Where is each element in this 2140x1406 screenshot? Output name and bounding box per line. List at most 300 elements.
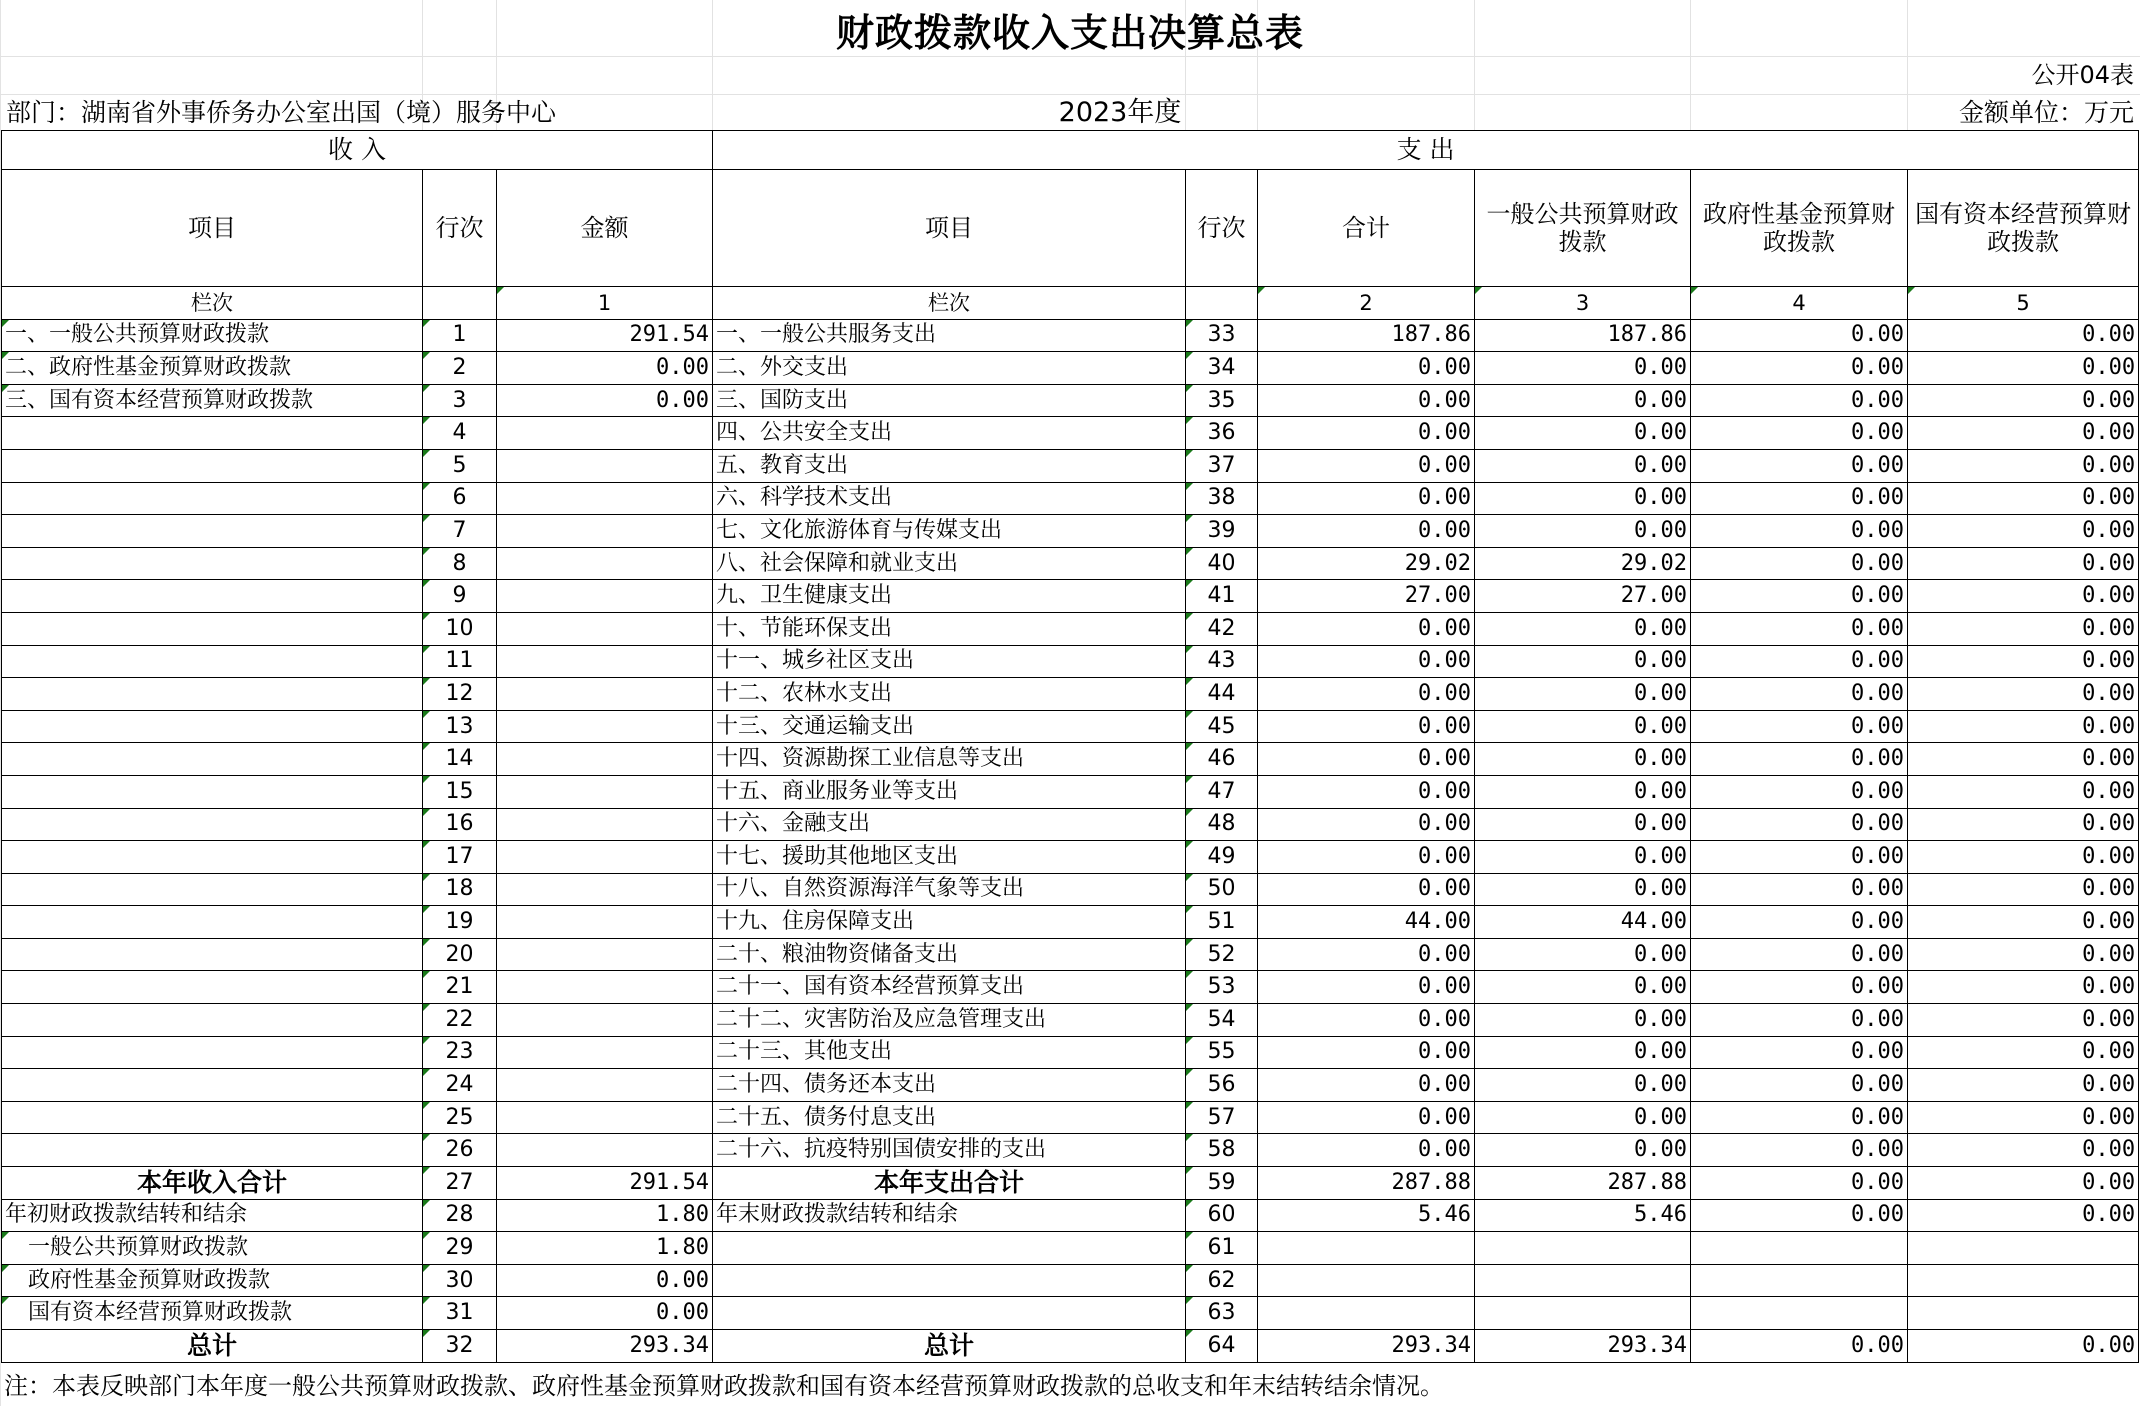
expense-item: 八、社会保障和就业支出	[713, 547, 1186, 580]
income-line: 13	[423, 710, 497, 743]
expense-total: 0.00	[1258, 352, 1475, 385]
table-row	[2, 319, 2139, 352]
grand-total-label: 总计	[2, 1330, 423, 1363]
expense-general: 0.00	[1475, 417, 1691, 450]
expense-fund: 0.00	[1691, 938, 1908, 971]
expense-item: 十五、商业服务业等支出	[713, 775, 1186, 808]
grand-expense-state: 0.00	[1908, 1330, 2139, 1363]
table-row	[2, 1167, 2139, 1200]
income-item	[2, 645, 423, 678]
expense-line: 41	[1186, 580, 1258, 613]
income-line: 25	[423, 1101, 497, 1134]
expense-state: 0.00	[1908, 384, 2139, 417]
expense-line: 33	[1186, 319, 1258, 352]
expense-general: 0.00	[1475, 1036, 1691, 1069]
expense-state: 0.00	[1908, 580, 2139, 613]
expense-fund: 0.00	[1691, 841, 1908, 874]
expense-state: 0.00	[1908, 1101, 2139, 1134]
amount-unit: 金额单位：万元	[1958, 98, 2134, 127]
income-item	[2, 1134, 423, 1167]
grand-expense-label: 总计	[713, 1330, 1186, 1363]
expense-total: 0.00	[1258, 1036, 1475, 1069]
income-line: 20	[423, 938, 497, 971]
expense-line: 52	[1186, 938, 1258, 971]
table-row	[2, 580, 2139, 613]
grand-expense-total: 293.34	[1258, 1330, 1475, 1363]
income-amount	[497, 645, 713, 678]
empty-cell	[713, 1297, 1186, 1330]
expense-line: 38	[1186, 482, 1258, 515]
expense-state: 0.00	[1908, 906, 2139, 939]
begin-balance-label: 年初财政拨款结转和结余	[2, 1199, 423, 1232]
expense-state: 0.00	[1908, 482, 2139, 515]
table-row	[2, 384, 2139, 417]
expense-general: 187.86	[1475, 319, 1691, 352]
expense-item: 二十、粮油物资储备支出	[713, 938, 1186, 971]
income-amount	[497, 417, 713, 450]
year-expense-fund: 0.00	[1691, 1167, 1908, 1200]
income-amount	[497, 612, 713, 645]
sub-state-label: 国有资本经营预算财政拨款	[2, 1297, 423, 1330]
expense-item: 一、一般公共服务支出	[713, 319, 1186, 352]
income-line: 19	[423, 906, 497, 939]
end-balance-general: 5.46	[1475, 1199, 1691, 1232]
expense-state: 0.00	[1908, 515, 2139, 548]
year-income-line: 27	[423, 1167, 497, 1200]
expense-total: 0.00	[1258, 612, 1475, 645]
expense-state: 0.00	[1908, 971, 2139, 1004]
income-amount	[497, 841, 713, 874]
expense-total: 0.00	[1258, 971, 1475, 1004]
header-total: 合计	[1258, 170, 1475, 287]
income-amount	[497, 449, 713, 482]
header-income-amount: 金额	[497, 170, 713, 287]
expense-line: 50	[1186, 873, 1258, 906]
expense-fund: 0.00	[1691, 612, 1908, 645]
income-amount	[497, 710, 713, 743]
income-amount	[497, 971, 713, 1004]
expense-state: 0.00	[1908, 808, 2139, 841]
expense-fund: 0.00	[1691, 743, 1908, 776]
income-amount: 0.00	[497, 352, 713, 385]
year-expense-total: 287.88	[1258, 1167, 1475, 1200]
expense-line: 56	[1186, 1069, 1258, 1102]
expense-fund: 0.00	[1691, 580, 1908, 613]
income-amount	[497, 808, 713, 841]
income-line: 14	[423, 743, 497, 776]
table-row	[2, 645, 2139, 678]
colnum-2: 2	[1258, 287, 1475, 320]
table-row	[2, 547, 2139, 580]
income-item	[2, 515, 423, 548]
sub-fund-amount: 0.00	[497, 1264, 713, 1297]
income-line: 2	[423, 352, 497, 385]
expense-total: 0.00	[1258, 775, 1475, 808]
income-line: 17	[423, 841, 497, 874]
expense-state: 0.00	[1908, 841, 2139, 874]
expense-total: 0.00	[1258, 841, 1475, 874]
empty-cell	[713, 1232, 1186, 1265]
expense-line: 35	[1186, 384, 1258, 417]
expense-item: 六、科学技术支出	[713, 482, 1186, 515]
expense-total: 0.00	[1258, 515, 1475, 548]
income-item: 一、一般公共预算财政拨款	[2, 319, 423, 352]
table-row	[2, 873, 2139, 906]
table-row	[2, 1199, 2139, 1232]
expense-fund: 0.00	[1691, 678, 1908, 711]
income-item	[2, 841, 423, 874]
table-row	[2, 1069, 2139, 1102]
empty-cell	[1691, 1264, 1908, 1297]
colnum-3: 3	[1475, 287, 1691, 320]
expense-fund: 0.00	[1691, 775, 1908, 808]
page-title: 财政拨款收入支出决算总表	[835, 11, 1304, 55]
expense-fund: 0.00	[1691, 417, 1908, 450]
grand-expense-fund: 0.00	[1691, 1330, 1908, 1363]
expense-line: 39	[1186, 515, 1258, 548]
expense-general: 0.00	[1475, 971, 1691, 1004]
fiscal-year: 2023年度	[1058, 97, 1182, 128]
income-item	[2, 580, 423, 613]
end-balance-line: 60	[1186, 1199, 1258, 1232]
colnum-exp-empty	[1186, 287, 1258, 320]
expense-total: 0.00	[1258, 482, 1475, 515]
income-item	[2, 775, 423, 808]
expense-line: 37	[1186, 449, 1258, 482]
income-amount: 291.54	[497, 319, 713, 352]
table-row	[2, 743, 2139, 776]
expense-general: 0.00	[1475, 1101, 1691, 1134]
expense-item: 二十四、债务还本支出	[713, 1069, 1186, 1102]
income-line: 16	[423, 808, 497, 841]
expense-general: 44.00	[1475, 906, 1691, 939]
empty-cell	[1908, 1264, 2139, 1297]
empty-cell	[713, 1264, 1186, 1297]
expense-fund: 0.00	[1691, 1134, 1908, 1167]
income-amount	[497, 873, 713, 906]
expense-fund: 0.00	[1691, 1069, 1908, 1102]
expense-general: 29.02	[1475, 547, 1691, 580]
table-row	[2, 1232, 2139, 1265]
income-line: 21	[423, 971, 497, 1004]
expense-line: 43	[1186, 645, 1258, 678]
expense-general: 0.00	[1475, 938, 1691, 971]
table-row	[2, 841, 2139, 874]
expense-line: 36	[1186, 417, 1258, 450]
expense-general: 0.00	[1475, 612, 1691, 645]
expense-state: 0.00	[1908, 449, 2139, 482]
income-line: 4	[423, 417, 497, 450]
income-amount	[497, 1004, 713, 1037]
end-balance-state: 0.00	[1908, 1199, 2139, 1232]
expense-item: 二十五、债务付息支出	[713, 1101, 1186, 1134]
header-expense-item: 项目	[713, 170, 1186, 287]
budget-table	[1, 130, 2139, 1363]
table-row	[2, 417, 2139, 450]
income-amount	[497, 775, 713, 808]
expense-line: 46	[1186, 743, 1258, 776]
income-item	[2, 612, 423, 645]
income-item	[2, 1101, 423, 1134]
expense-total: 0.00	[1258, 873, 1475, 906]
begin-balance-line: 28	[423, 1199, 497, 1232]
expense-line: 51	[1186, 906, 1258, 939]
empty-cell	[1475, 1232, 1691, 1265]
header-fund-budget: 政府性基金预算财政拨款	[1691, 170, 1908, 287]
expense-total: 0.00	[1258, 1004, 1475, 1037]
expense-state: 0.00	[1908, 612, 2139, 645]
expense-line: 49	[1186, 841, 1258, 874]
empty-cell	[1691, 1232, 1908, 1265]
expense-state: 0.00	[1908, 1134, 2139, 1167]
table-row	[2, 515, 2139, 548]
income-item	[2, 1069, 423, 1102]
header-income-line: 行次	[423, 170, 497, 287]
colnum-exp-label: 栏次	[713, 287, 1186, 320]
colnum-4: 4	[1691, 287, 1908, 320]
expense-item: 二十六、抗疫特别国债安排的支出	[713, 1134, 1186, 1167]
table-row	[2, 1101, 2139, 1134]
end-balance-fund: 0.00	[1691, 1199, 1908, 1232]
income-item	[2, 547, 423, 580]
income-line: 11	[423, 645, 497, 678]
expense-fund: 0.00	[1691, 1036, 1908, 1069]
expense-state: 0.00	[1908, 938, 2139, 971]
sub-general-line: 29	[423, 1232, 497, 1265]
expense-item: 十八、自然资源海洋气象等支出	[713, 873, 1186, 906]
expense-line: 42	[1186, 612, 1258, 645]
expense-total: 0.00	[1258, 808, 1475, 841]
grand-expense-line: 64	[1186, 1330, 1258, 1363]
table-row	[2, 808, 2139, 841]
sub-fund-exp-line: 62	[1186, 1264, 1258, 1297]
table-row	[2, 938, 2139, 971]
expense-state: 0.00	[1908, 645, 2139, 678]
year-expense-line: 59	[1186, 1167, 1258, 1200]
grand-total-line: 32	[423, 1330, 497, 1363]
expense-line: 55	[1186, 1036, 1258, 1069]
expense-general: 0.00	[1475, 743, 1691, 776]
expense-line: 45	[1186, 710, 1258, 743]
expense-item: 十七、援助其他地区支出	[713, 841, 1186, 874]
income-item	[2, 678, 423, 711]
income-item	[2, 449, 423, 482]
expense-general: 0.00	[1475, 1069, 1691, 1102]
expense-total: 187.86	[1258, 319, 1475, 352]
expense-general: 0.00	[1475, 841, 1691, 874]
footnote: 注：本表反映部门本年度一般公共预算财政拨款、政府性基金预算财政拨款和国有资本经营预算财政拨款的总收支和年末结转结余情况。	[4, 1372, 1444, 1400]
table-row	[2, 612, 2139, 645]
expense-general: 27.00	[1475, 580, 1691, 613]
table-row	[2, 482, 2139, 515]
income-item	[2, 482, 423, 515]
empty-cell	[1475, 1264, 1691, 1297]
table-number: 公开04表	[2031, 61, 2134, 89]
expense-state: 0.00	[1908, 417, 2139, 450]
sub-general-label: 一般公共预算财政拨款	[2, 1232, 423, 1265]
income-item	[2, 417, 423, 450]
table-row	[2, 1134, 2139, 1167]
income-line: 22	[423, 1004, 497, 1037]
expense-fund: 0.00	[1691, 971, 1908, 1004]
year-expense-label: 本年支出合计	[713, 1167, 1186, 1200]
empty-cell	[1908, 1297, 2139, 1330]
sub-general-amount: 1.80	[497, 1232, 713, 1265]
expense-general: 0.00	[1475, 515, 1691, 548]
expense-item: 十四、资源勘探工业信息等支出	[713, 743, 1186, 776]
colnum-empty	[423, 287, 497, 320]
end-balance-total: 5.46	[1258, 1199, 1475, 1232]
table-row	[2, 906, 2139, 939]
expense-total: 0.00	[1258, 743, 1475, 776]
income-item	[2, 971, 423, 1004]
expense-general: 0.00	[1475, 482, 1691, 515]
sub-state-line: 31	[423, 1297, 497, 1330]
expense-item: 九、卫生健康支出	[713, 580, 1186, 613]
income-item	[2, 906, 423, 939]
income-line: 24	[423, 1069, 497, 1102]
expense-item: 十、节能环保支出	[713, 612, 1186, 645]
expense-item: 四、公共安全支出	[713, 417, 1186, 450]
income-line: 6	[423, 482, 497, 515]
income-line: 10	[423, 612, 497, 645]
expense-line: 40	[1186, 547, 1258, 580]
expense-line: 54	[1186, 1004, 1258, 1037]
department-label: 部门：湖南省外事侨务办公室出国（境）服务中心	[6, 98, 557, 127]
table-row	[2, 1036, 2139, 1069]
expense-state: 0.00	[1908, 1004, 2139, 1037]
expense-fund: 0.00	[1691, 352, 1908, 385]
table-row	[2, 710, 2139, 743]
expense-total: 0.00	[1258, 1101, 1475, 1134]
income-amount: 0.00	[497, 384, 713, 417]
table-row	[2, 1330, 2139, 1363]
expense-item: 七、文化旅游体育与传媒支出	[713, 515, 1186, 548]
table-row	[2, 971, 2139, 1004]
expense-line: 44	[1186, 678, 1258, 711]
sub-fund-line: 30	[423, 1264, 497, 1297]
income-amount	[497, 482, 713, 515]
header-state-capital: 国有资本经营预算财政拨款	[1908, 170, 2139, 287]
expense-item: 二、外交支出	[713, 352, 1186, 385]
colnum-5: 5	[1908, 287, 2139, 320]
table-row	[2, 775, 2139, 808]
expense-state: 0.00	[1908, 710, 2139, 743]
expense-state: 0.00	[1908, 1036, 2139, 1069]
income-amount	[497, 906, 713, 939]
expense-state: 0.00	[1908, 547, 2139, 580]
expense-general: 0.00	[1475, 449, 1691, 482]
expense-state: 0.00	[1908, 775, 2139, 808]
expense-total: 29.02	[1258, 547, 1475, 580]
income-line: 12	[423, 678, 497, 711]
expense-total: 0.00	[1258, 384, 1475, 417]
expense-fund: 0.00	[1691, 1101, 1908, 1134]
income-line: 26	[423, 1134, 497, 1167]
colnum-label: 栏次	[2, 287, 423, 320]
empty-cell	[1475, 1297, 1691, 1330]
empty-cell	[1258, 1232, 1475, 1265]
income-amount	[497, 580, 713, 613]
expense-line: 47	[1186, 775, 1258, 808]
income-line: 5	[423, 449, 497, 482]
empty-cell	[1258, 1297, 1475, 1330]
expense-state: 0.00	[1908, 352, 2139, 385]
expense-general: 0.00	[1475, 352, 1691, 385]
expense-general: 0.00	[1475, 808, 1691, 841]
year-expense-state: 0.00	[1908, 1167, 2139, 1200]
expense-general: 0.00	[1475, 645, 1691, 678]
expense-fund: 0.00	[1691, 547, 1908, 580]
income-amount	[497, 1101, 713, 1134]
table-row	[2, 678, 2139, 711]
table-row	[2, 449, 2139, 482]
expense-total: 0.00	[1258, 449, 1475, 482]
expense-general: 0.00	[1475, 384, 1691, 417]
income-amount	[497, 1069, 713, 1102]
expense-fund: 0.00	[1691, 1004, 1908, 1037]
expense-fund: 0.00	[1691, 319, 1908, 352]
year-expense-general: 287.88	[1475, 1167, 1691, 1200]
expense-total: 0.00	[1258, 678, 1475, 711]
expense-general: 0.00	[1475, 873, 1691, 906]
expense-line: 57	[1186, 1101, 1258, 1134]
table-row	[2, 352, 2139, 385]
header-expense-line: 行次	[1186, 170, 1258, 287]
expense-fund: 0.00	[1691, 384, 1908, 417]
income-amount	[497, 678, 713, 711]
expense-line: 48	[1186, 808, 1258, 841]
table-row	[2, 1264, 2139, 1297]
income-line: 7	[423, 515, 497, 548]
expense-item: 十九、住房保障支出	[713, 906, 1186, 939]
expense-total: 0.00	[1258, 938, 1475, 971]
expense-fund: 0.00	[1691, 710, 1908, 743]
income-amount	[497, 938, 713, 971]
expense-line: 53	[1186, 971, 1258, 1004]
expense-fund: 0.00	[1691, 906, 1908, 939]
income-item	[2, 1004, 423, 1037]
income-amount	[497, 743, 713, 776]
expense-general: 0.00	[1475, 678, 1691, 711]
income-item: 二、政府性基金预算财政拨款	[2, 352, 423, 385]
expense-total: 0.00	[1258, 1134, 1475, 1167]
sub-state-amount: 0.00	[497, 1297, 713, 1330]
expense-total: 0.00	[1258, 417, 1475, 450]
sub-fund-label: 政府性基金预算财政拨款	[2, 1264, 423, 1297]
expense-item: 三、国防支出	[713, 384, 1186, 417]
table-row	[2, 1297, 2139, 1330]
expense-general: 0.00	[1475, 1134, 1691, 1167]
expense-total: 44.00	[1258, 906, 1475, 939]
income-line: 9	[423, 580, 497, 613]
expense-total: 0.00	[1258, 710, 1475, 743]
expense-band: 支 出	[713, 131, 2139, 170]
header-income-item: 项目	[2, 170, 423, 287]
expense-item: 十二、农林水支出	[713, 678, 1186, 711]
sub-general-exp-line: 61	[1186, 1232, 1258, 1265]
income-item	[2, 808, 423, 841]
expense-item: 十三、交通运输支出	[713, 710, 1186, 743]
income-line: 3	[423, 384, 497, 417]
expense-item: 十一、城乡社区支出	[713, 645, 1186, 678]
empty-cell	[1258, 1264, 1475, 1297]
expense-fund: 0.00	[1691, 645, 1908, 678]
income-line: 23	[423, 1036, 497, 1069]
expense-item: 五、教育支出	[713, 449, 1186, 482]
expense-total: 0.00	[1258, 1069, 1475, 1102]
expense-total: 0.00	[1258, 645, 1475, 678]
